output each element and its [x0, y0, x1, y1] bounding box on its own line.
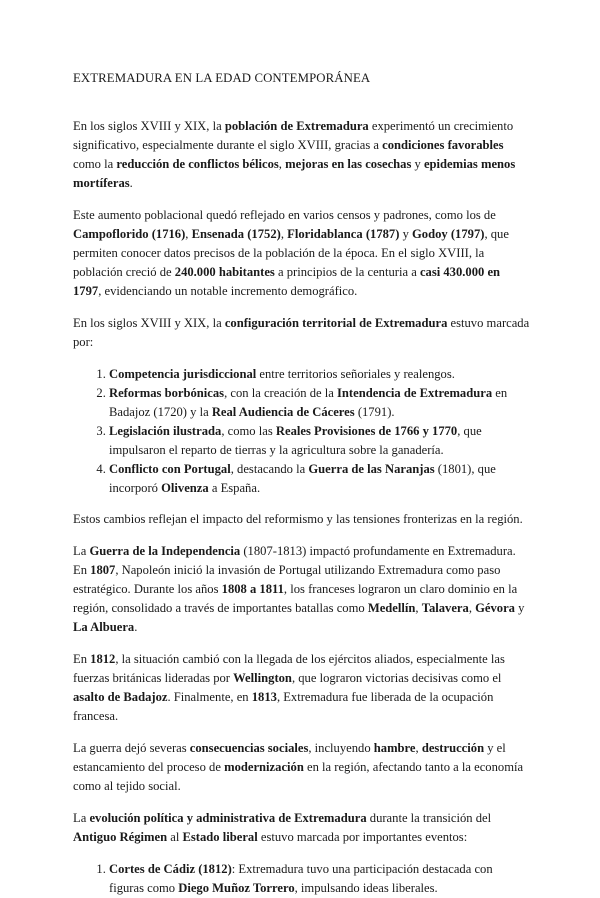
bold-text: 240.000 habitantes — [174, 265, 275, 279]
text-run: a España. — [208, 481, 261, 495]
text-run: , — [185, 227, 192, 241]
bold-text: 1808 a 1811 — [221, 582, 284, 596]
text-run: Estos cambios reflejan el impacto del reformismo y las tensiones fronterizas en la región. — [73, 512, 523, 526]
document-title: EXTREMADURA EN LA EDAD CONTEMPORÁNEA — [73, 71, 371, 85]
bold-text: Competencia jurisdiccional — [109, 367, 257, 381]
bold-text: Campoflorido (1716) — [73, 227, 186, 241]
bold-text: casi 430.000 en 1797 — [73, 265, 501, 298]
text-run: , — [415, 601, 422, 615]
list-item — [109, 460, 530, 498]
bold-text: Talavera — [421, 601, 469, 615]
text-run: en la región, afectando tanto a la economía como al tejido social. — [73, 760, 524, 793]
bold-text: destrucción — [421, 741, 485, 755]
text-run: . Finalmente, en — [167, 690, 252, 704]
text-run: y — [399, 227, 413, 241]
bold-text: hambre — [373, 741, 416, 755]
bold-text: configuración territorial de Extremadura — [224, 316, 448, 330]
bold-text: 1807 — [90, 563, 116, 577]
bold-text: Ensenada (1752) — [191, 227, 281, 241]
bold-text: condiciones favorables — [382, 138, 504, 152]
bold-text: mejoras en las cosechas — [285, 157, 412, 171]
text-run: , Extremadura fue liberada de la ocupación francesa. — [73, 690, 494, 723]
bold-text: Conflicto con Portugal — [109, 462, 231, 476]
list-item — [109, 422, 530, 460]
text-run: , que lograron victorias decisivas como el — [291, 671, 502, 685]
text-run: al — [167, 830, 183, 844]
bold-text: Gévora — [475, 601, 515, 615]
text-run: entre territorios señoriales y realengos. — [256, 367, 455, 381]
text-run: , — [468, 601, 476, 615]
text-run: experimentó un crecimiento significativo, especialmente durante el siglo XVIII, gracias a — [73, 119, 514, 152]
bold-text: Floridablanca (1787) — [287, 227, 400, 241]
text-run: En los siglos XVIII y XIX, la — [73, 119, 225, 133]
list-item — [109, 384, 530, 422]
paragraph — [73, 206, 530, 301]
text-run: , como las — [221, 424, 276, 438]
bold-text: población de Extremadura — [224, 119, 369, 133]
bold-text: Godoy (1797) — [412, 227, 485, 241]
text-run: , — [415, 741, 422, 755]
bold-text: reducción de conflictos bélicos — [116, 157, 279, 171]
text-run: estuvo marcada por: — [73, 316, 530, 349]
text-run: y — [514, 601, 525, 615]
text-run: La — [73, 811, 90, 825]
political-list — [73, 860, 530, 898]
bold-text: asalto de Badajoz — [73, 690, 168, 704]
paragraph — [73, 809, 530, 847]
text-run: como la — [73, 157, 117, 171]
text-run: , los franceses lograron un claro dominio en la región, consolidado a través de importantes batallas como — [73, 582, 518, 615]
paragraph — [73, 510, 530, 529]
text-run: , evidenciando un notable incremento demográfico. — [98, 284, 358, 298]
paragraph — [73, 650, 530, 726]
text-run: , incluyendo — [308, 741, 374, 755]
text-run: estuvo marcada por importantes eventos: — [257, 830, 468, 844]
bold-text: consecuencias sociales — [189, 741, 309, 755]
text-run: , Napoleón inició la invasión de Portugal utilizando Extremadura como paso estratégico. Durante los años — [73, 563, 501, 596]
bold-text: Antiguo Régimen — [73, 830, 168, 844]
bold-text: Real Audiencia de Cáceres — [211, 405, 355, 419]
text-run: en Badajoz (1720) y la — [109, 386, 508, 419]
bold-text: epidemias menos mortíferas — [73, 157, 516, 190]
text-run: , — [278, 157, 286, 171]
text-run: durante la transición del — [366, 811, 492, 825]
text-run: (1791). — [354, 405, 395, 419]
bold-text: 1813 — [251, 690, 277, 704]
war-section — [73, 510, 530, 847]
text-run: , que impulsaron el reparto de tierras y la agricultura sobre la ganadería. — [109, 424, 482, 457]
text-run: Este aumento poblacional quedó reflejado en varios censos y padrones, como los de — [73, 208, 496, 222]
bold-text: Diego Muñoz Torrero — [178, 881, 295, 895]
text-run: a principios de la centuria a — [274, 265, 420, 279]
list-item — [109, 860, 530, 898]
paragraph — [73, 542, 530, 637]
bold-text: Guerra de la Independencia — [89, 544, 241, 558]
text-run: La guerra dejó severas — [73, 741, 190, 755]
bold-text: evolución política y administrativa de Extremadura — [89, 811, 367, 825]
bold-text: Olivenza — [161, 481, 209, 495]
paragraph — [73, 117, 530, 193]
territorial-list — [73, 365, 530, 498]
bold-text: 1812 — [90, 652, 116, 666]
bold-text: Guerra de las Naranjas — [308, 462, 435, 476]
paragraph — [73, 314, 530, 352]
text-run: y — [411, 157, 424, 171]
bold-text: Medellín — [367, 601, 416, 615]
text-run: En — [73, 652, 91, 666]
bold-text: Estado liberal — [182, 830, 258, 844]
text-run: En los siglos XVIII y XIX, la — [73, 316, 225, 330]
paragraph — [73, 739, 530, 796]
bold-text: La Albuera — [73, 620, 135, 634]
text-run: , que permiten conocer datos precisos de la población de la época. En el siglo XVIII, la población creció de — [73, 227, 509, 279]
text-run: : Extremadura tuvo una participación destacada con figuras como — [109, 862, 493, 895]
bold-text: Legislación ilustrada — [109, 424, 222, 438]
text-run: (1801), que incorporó — [109, 462, 496, 495]
text-run: (1807-1813) impactó profundamente en Extremadura. En — [73, 544, 516, 577]
text-run: . — [129, 176, 133, 190]
bold-text: Reales Provisiones de 1766 y 1770 — [275, 424, 458, 438]
text-run: , la situación cambió con la llegada de los ejércitos aliados, especialmente las fuerzas británicas lideradas por — [73, 652, 505, 685]
bold-text: Reformas borbónicas — [109, 386, 225, 400]
intro-section — [73, 117, 530, 352]
bold-text: Cortes de Cádiz (1812) — [109, 862, 232, 876]
text-run: , — [280, 227, 288, 241]
bold-text: modernización — [224, 760, 304, 774]
bold-text: Wellington — [233, 671, 292, 685]
list-item — [109, 365, 530, 384]
text-run: y el estancamiento del proceso de — [73, 741, 506, 774]
text-run: La — [73, 544, 90, 558]
bold-text: Intendencia de Extremadura — [337, 386, 493, 400]
text-run: , destacando la — [230, 462, 309, 476]
text-run: . — [134, 620, 138, 634]
text-run: , impulsando ideas liberales. — [294, 881, 438, 895]
text-run: , con la creación de la — [224, 386, 338, 400]
